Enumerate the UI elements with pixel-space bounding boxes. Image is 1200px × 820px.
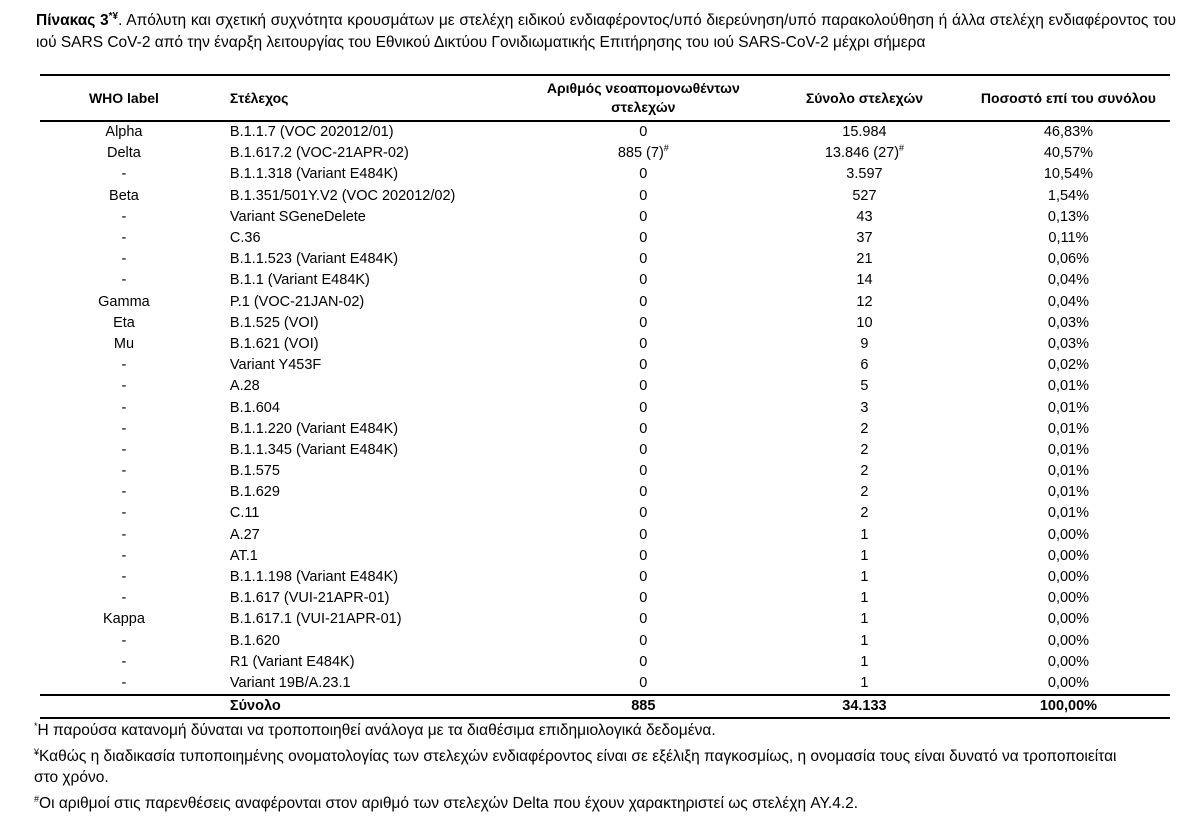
total-strains-cell: 2: [860, 441, 869, 458]
new-isolates-cell: 0: [639, 674, 648, 691]
new-isolates-cell: 0: [639, 569, 648, 586]
percentage-cell: 0,01%: [1047, 505, 1089, 522]
new-isolates-cell: 0: [639, 187, 648, 204]
table-row: [40, 313, 1170, 334]
table-header-row: [40, 75, 1170, 121]
table-row: [40, 419, 1170, 440]
new-isolates-cell: 0: [639, 357, 648, 374]
percentage-cell: 0,04%: [1047, 272, 1089, 289]
percentage-cell: 0,01%: [1047, 378, 1089, 395]
footnote: *Η παρούσα κατανομή δύναται να τροποποιηθεί ανάλογα με τα διαθέσιμα επιδημιολογικά δεδομένα.: [34, 721, 716, 740]
variants-table: [40, 74, 1170, 719]
strain-cell: B.1.1 (Variant E484K): [229, 272, 370, 289]
percentage-cell: 0,02%: [1047, 357, 1089, 374]
table-row: [40, 461, 1170, 482]
percentage-cell: 0,13%: [1047, 208, 1089, 225]
new-isolates-cell: 0: [639, 208, 648, 225]
strain-cell: C.36: [229, 230, 261, 247]
percentage-cell: 1,54%: [1047, 187, 1089, 204]
new-isolates-cell: 0: [639, 505, 648, 522]
header-total-strains: Σύνολο στελεχών: [805, 89, 924, 106]
table-row: [40, 143, 1170, 164]
header-who-label: WHO label: [88, 89, 159, 106]
strain-cell: B.1.1.318 (Variant E484K): [229, 166, 399, 183]
total-strains-cell: 43: [856, 208, 873, 225]
table-body: [40, 121, 1170, 695]
percentage-cell: 10,54%: [1043, 166, 1094, 183]
who-label-cell: Beta: [109, 187, 139, 204]
table-caption: [36, 6, 1176, 53]
total-strains-cell: 2: [860, 484, 869, 501]
new-isolates-cell: 0: [639, 441, 648, 458]
percentage-cell: 0,04%: [1047, 293, 1089, 310]
total-strains-cell: 1: [860, 526, 869, 543]
total-strains-cell: 2: [860, 420, 869, 437]
total-strains-cell: 3.597: [846, 166, 883, 183]
new-isolates-cell: 0: [639, 632, 648, 649]
who-label-cell: -: [121, 420, 127, 437]
strain-cell: A.28: [229, 378, 260, 395]
who-label-cell: -: [121, 505, 127, 522]
new-isolates-cell: 0: [639, 314, 648, 331]
table-row: [40, 525, 1170, 546]
strain-cell: Variant 19B/A.23.1: [229, 674, 351, 691]
header-percentage: Ποσοστό επί του συνόλου: [980, 89, 1156, 106]
who-label-cell: Eta: [113, 314, 135, 331]
strain-cell: B.1.1.345 (Variant E484K): [229, 441, 399, 458]
strain-cell: A.27: [229, 526, 260, 543]
total-strains-cell: 2: [860, 463, 869, 480]
footnote-marker: #: [899, 143, 905, 154]
new-isolates-cell: 0: [639, 611, 648, 628]
percentage-cell: 0,00%: [1047, 674, 1089, 691]
percentage-cell: 0,00%: [1047, 632, 1089, 649]
table-row: [40, 397, 1170, 418]
total-strains-cell: 3: [860, 399, 869, 416]
who-label-cell: Mu: [113, 335, 135, 352]
table-row: [40, 482, 1170, 503]
new-isolates-cell: 885 (7)#: [617, 143, 669, 162]
total-strains-cell: 1: [860, 569, 869, 586]
who-label-cell: -: [121, 441, 127, 458]
strain-cell: B.1.1.7 (VOC 202012/01): [229, 124, 394, 141]
who-label-cell: -: [121, 632, 127, 649]
strain-cell: B.1.525 (VOI): [229, 314, 319, 331]
table-row: [40, 121, 1170, 143]
who-label-cell: Gamma: [98, 293, 150, 310]
strain-cell: B.1.617.2 (VOC-21APR-02): [229, 145, 409, 162]
new-isolates-cell: 0: [639, 399, 648, 416]
percentage-cell: 0,03%: [1047, 314, 1089, 331]
new-isolates-cell: 0: [639, 463, 648, 480]
strain-cell: B.1.629: [229, 484, 280, 501]
who-label-cell: -: [121, 166, 127, 183]
total-strains-cell: 1: [860, 547, 869, 564]
table-row: [40, 186, 1170, 207]
who-label-cell: -: [121, 569, 127, 586]
total-strains-cell: 1: [860, 632, 869, 649]
who-label-cell: Kappa: [102, 611, 145, 628]
new-isolates-cell: 0: [639, 484, 648, 501]
new-isolates-cell: 0: [639, 251, 648, 268]
who-label-cell: -: [121, 526, 127, 543]
header-strain: Στέλεχος: [229, 89, 289, 106]
table-row: [40, 355, 1170, 376]
percentage-cell: 0,00%: [1047, 611, 1089, 628]
new-isolates-cell: 0: [639, 547, 648, 564]
percentage-cell: 0,03%: [1047, 335, 1089, 352]
new-isolates-cell: 0: [639, 272, 648, 289]
percentage-cell: 0,00%: [1047, 590, 1089, 607]
strain-cell: B.1.575: [229, 463, 280, 480]
percentage-cell: 0,01%: [1047, 463, 1089, 480]
total-strains-cell: 6: [860, 357, 869, 374]
total-strains-cell: 14: [856, 272, 873, 289]
new-isolates-cell: 0: [639, 526, 648, 543]
table-row: [40, 609, 1170, 630]
total-who-cell: [40, 695, 208, 718]
footnotes: [34, 716, 1144, 814]
total-strains-cell: 13.846 (27)#: [824, 143, 905, 162]
new-isolates-cell: 0: [639, 420, 648, 437]
who-label-cell: Delta: [107, 145, 141, 162]
table-row: [40, 292, 1170, 313]
percentage-cell: 0,11%: [1048, 230, 1089, 247]
total-strains-cell: 1: [860, 674, 869, 691]
table-row: [40, 567, 1170, 588]
total-strains-cell: 10: [856, 314, 873, 331]
who-label-cell: -: [121, 230, 127, 247]
table-caption-text: . Απόλυτη και σχετική συχνότητα κρουσμάτων με στελέχη ειδικού ενδιαφέροντος/υπό διερεύνηση/υπό παρακολούθηση ή άλλα στελέχη ενδιαφέροντος του ιού SARS CoV-2 από την έναρξη λειτουργίας του Εθνικού Δικτύου Γονιδιωματικής Επιτήρησης του ιού SARS-CoV-2 μέχρι σήμερα: [36, 12, 1176, 51]
footnote-marker: #: [663, 143, 669, 154]
who-label-cell: -: [121, 272, 127, 289]
strain-cell: P.1 (VOC-21JAN-02): [229, 293, 365, 310]
table-row: [40, 249, 1170, 270]
table-row: [40, 588, 1170, 609]
table-row: [40, 652, 1170, 673]
table-row: [40, 164, 1170, 185]
new-isolates-cell: 0: [639, 293, 648, 310]
table-row: [40, 334, 1170, 355]
table-row: [40, 673, 1170, 695]
strain-cell: B.1.604: [229, 399, 280, 416]
header-new-isolates: Αριθμός νεοαπομονωθέντων στελεχών: [546, 80, 740, 115]
percentage-cell: 0,00%: [1047, 526, 1089, 543]
strain-cell: Variant SGeneDelete: [229, 208, 366, 225]
percentage-cell: 0,00%: [1047, 547, 1089, 564]
footnote: ¥Καθώς η διαδικασία τυποποιημένης ονοματολογίας των στελεχών ενδιαφέροντος είναι σε εξέλιξη παγκοσμίως, η ονομασία τους είναι δυνατό να τροποποιείται στο χρόνο.: [34, 746, 1117, 787]
who-label-cell: -: [121, 208, 127, 225]
total-strains-cell: 5: [860, 378, 869, 395]
total-strains-cell: 1: [860, 590, 869, 607]
percentage-cell: 0,01%: [1047, 441, 1089, 458]
strain-cell: Variant Y453F: [229, 357, 322, 374]
table-row: [40, 228, 1170, 249]
strain-cell: B.1.620: [229, 632, 280, 649]
percentage-cell: 0,00%: [1047, 653, 1089, 670]
table-row: [40, 440, 1170, 461]
total-strains-cell: 21: [856, 251, 873, 268]
total-strains-cell: 15.984: [842, 124, 887, 141]
strain-cell: B.1.621 (VOI): [229, 335, 319, 352]
total-label: Σύνολο: [229, 698, 281, 715]
strain-cell: AT.1: [229, 547, 258, 564]
who-label-cell: -: [121, 653, 127, 670]
percentage-cell: 40,57%: [1043, 145, 1094, 162]
who-label-cell: -: [121, 547, 127, 564]
new-isolates-cell: 0: [639, 230, 648, 247]
new-isolates-cell: 0: [639, 124, 648, 141]
percentage-cell: 46,83%: [1043, 124, 1094, 141]
percentage-cell: 0,01%: [1047, 420, 1089, 437]
table-row: [40, 207, 1170, 228]
footnote: #Οι αριθμοί στις παρενθέσεις αναφέρονται στον αριθμό των στελεχών Delta που έχουν χαρακτηριστεί ως στελέχη AY.4.2.: [34, 793, 859, 812]
who-label-cell: -: [121, 674, 127, 691]
strain-cell: B.1.351/501Y.V2 (VOC 202012/02): [229, 187, 456, 204]
total-strains-cell: 12: [856, 293, 873, 310]
strain-cell: B.1.1.220 (Variant E484K): [229, 420, 399, 437]
percentage-cell: 0,06%: [1047, 251, 1089, 268]
strain-cell: B.1.617.1 (VUI-21APR-01): [229, 611, 402, 628]
new-isolates-cell: 0: [639, 166, 648, 183]
who-label-cell: -: [121, 463, 127, 480]
total-pct: 100,00%: [1039, 698, 1098, 715]
total-strains-cell: 2: [860, 505, 869, 522]
who-label-cell: -: [121, 399, 127, 416]
new-isolates-cell: 0: [639, 590, 648, 607]
total-strains-cell: 1: [860, 653, 869, 670]
who-label-cell: -: [121, 251, 127, 268]
new-isolates-cell: 0: [639, 335, 648, 352]
percentage-cell: 0,01%: [1047, 484, 1089, 501]
strain-cell: B.1.617 (VUI-21APR-01): [229, 590, 390, 607]
table-caption-label: Πίνακας 3*¥: [36, 11, 119, 30]
total-strains-cell: 1: [860, 611, 869, 628]
percentage-cell: 0,01%: [1047, 399, 1089, 416]
table-row: [40, 270, 1170, 291]
strain-cell: B.1.1.198 (Variant E484K): [229, 569, 399, 586]
table-total-row: [40, 695, 1170, 718]
who-label-cell: -: [121, 357, 127, 374]
table-row: [40, 631, 1170, 652]
total-new: 885: [631, 698, 656, 715]
new-isolates-cell: 0: [639, 378, 648, 395]
total-strains-cell: 527: [852, 187, 877, 204]
table-row: [40, 503, 1170, 524]
who-label-cell: -: [121, 590, 127, 607]
strain-cell: B.1.1.523 (Variant E484K): [229, 251, 399, 268]
new-isolates-cell: 0: [639, 653, 648, 670]
strain-cell: C.11: [229, 505, 260, 522]
percentage-cell: 0,00%: [1047, 569, 1089, 586]
table-row: [40, 546, 1170, 567]
table-row: [40, 376, 1170, 397]
total-strains-cell: 9: [860, 335, 869, 352]
strain-cell: R1 (Variant E484K): [229, 653, 355, 670]
who-label-cell: -: [121, 378, 127, 395]
total-total: 34.133: [842, 698, 887, 715]
who-label-cell: Alpha: [105, 124, 143, 141]
total-strains-cell: 37: [856, 230, 873, 247]
who-label-cell: -: [121, 484, 127, 501]
